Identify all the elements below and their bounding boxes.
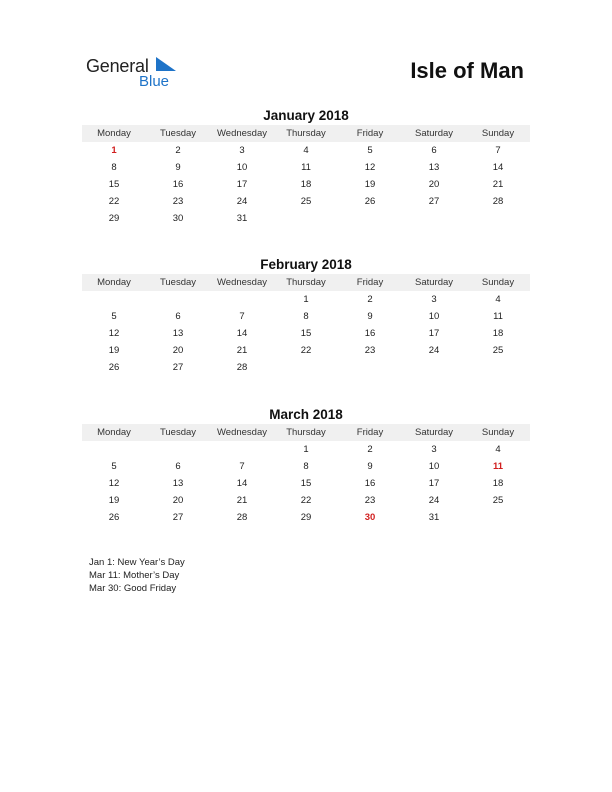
- day-cell: 25: [300, 196, 312, 207]
- day-cell: 31: [236, 213, 248, 224]
- logo-text-blue: Blue: [139, 73, 170, 90]
- day-cell: 10: [428, 311, 440, 322]
- day-cell: 19: [364, 179, 376, 190]
- weekday-label: Thursday: [286, 277, 326, 288]
- day-cell: 13: [172, 328, 184, 339]
- day-cell: 3: [431, 444, 437, 455]
- empty-day-cell: [466, 359, 530, 376]
- day-cell: 28: [492, 196, 504, 207]
- weekday-label: Tuesday: [159, 277, 197, 288]
- day-cell: 10: [428, 461, 440, 472]
- weekday-label: Tuesday: [159, 427, 197, 438]
- weekday-label: Wednesday: [217, 427, 267, 438]
- week-rows: [82, 142, 530, 227]
- day-cell: 15: [300, 478, 312, 489]
- month-title: February 2018: [260, 257, 352, 272]
- day-cell: 23: [172, 196, 184, 207]
- week-row: [82, 441, 530, 458]
- day-cell: 27: [172, 362, 184, 373]
- empty-day-cell: [82, 291, 146, 308]
- weekday-label: Friday: [356, 277, 384, 288]
- week-rows: [82, 291, 530, 376]
- day-cell: 15: [300, 328, 312, 339]
- day-cell: 16: [364, 478, 376, 489]
- logo-text-general: General: [86, 56, 149, 76]
- weekday-label: Thursday: [286, 427, 326, 438]
- weekday-label: Saturday: [414, 277, 454, 288]
- empty-day-cell: [146, 441, 210, 458]
- day-cell: 3: [431, 294, 437, 305]
- day-cell: 19: [108, 345, 120, 356]
- empty-day-cell: [274, 359, 338, 376]
- month-calendar-january: [82, 107, 530, 227]
- day-cell: 4: [303, 145, 309, 156]
- day-cell: 19: [108, 495, 120, 506]
- day-cell: 5: [111, 461, 117, 472]
- weekday-label: Saturday: [414, 128, 454, 139]
- empty-day-cell: [146, 291, 210, 308]
- day-cell: 3: [239, 145, 245, 156]
- day-cell: 17: [428, 478, 440, 489]
- week-row: [82, 458, 530, 475]
- country-title: Isle of Man: [410, 58, 524, 83]
- empty-day-cell: [402, 210, 466, 227]
- day-cell: 14: [236, 478, 248, 489]
- empty-day-cell: [82, 441, 146, 458]
- day-cell: 30: [364, 512, 376, 523]
- day-cell: 21: [236, 345, 248, 356]
- day-cell: 11: [301, 162, 311, 173]
- day-cell: 6: [175, 311, 181, 322]
- week-row: [82, 475, 530, 492]
- day-cell: 22: [300, 345, 312, 356]
- day-cell: 26: [364, 196, 376, 207]
- weekday-header: [82, 274, 530, 291]
- day-cell: 12: [108, 478, 120, 489]
- day-cell: 9: [175, 162, 181, 173]
- day-cell: 4: [495, 294, 501, 305]
- day-cell: 17: [428, 328, 440, 339]
- week-row: [82, 308, 530, 325]
- empty-day-cell: [338, 359, 402, 376]
- day-cell: 18: [492, 328, 504, 339]
- day-cell: 23: [364, 345, 376, 356]
- weekday-label: Sunday: [481, 277, 515, 288]
- day-cell: 20: [172, 345, 184, 356]
- day-cell: 10: [236, 162, 248, 173]
- day-cell: 11: [493, 311, 503, 322]
- day-cell: 31: [428, 512, 440, 523]
- day-cell: 20: [428, 179, 440, 190]
- day-cell: 29: [300, 512, 312, 523]
- day-cell: 8: [303, 461, 309, 472]
- month-title: March 2018: [269, 407, 343, 422]
- week-row: [82, 176, 530, 193]
- week-row: [82, 492, 530, 509]
- day-cell: 15: [108, 179, 120, 190]
- day-cell: 7: [239, 311, 245, 322]
- month-title: January 2018: [263, 108, 349, 123]
- day-cell: 25: [492, 345, 504, 356]
- empty-day-cell: [274, 210, 338, 227]
- day-cell: 22: [108, 196, 120, 207]
- brand-logo: [86, 56, 186, 92]
- weekday-label: Monday: [97, 277, 131, 288]
- day-cell: 24: [428, 345, 440, 356]
- day-cell: 23: [364, 495, 376, 506]
- day-cell: 29: [108, 213, 120, 224]
- day-cell: 6: [431, 145, 437, 156]
- week-row: [82, 325, 530, 342]
- day-cell: 6: [175, 461, 181, 472]
- day-cell: 9: [367, 461, 373, 472]
- month-calendar-february: [82, 256, 530, 376]
- empty-day-cell: [466, 210, 530, 227]
- day-cell: 30: [172, 213, 184, 224]
- day-cell: 24: [236, 196, 248, 207]
- day-cell: 5: [367, 145, 373, 156]
- day-cell: 18: [300, 179, 312, 190]
- day-cell: 25: [492, 495, 504, 506]
- day-cell: 2: [367, 444, 373, 455]
- week-row: [82, 291, 530, 308]
- day-cell: 7: [495, 145, 501, 156]
- day-cell: 16: [172, 179, 184, 190]
- day-cell: 28: [236, 512, 248, 523]
- day-cell: 8: [303, 311, 309, 322]
- day-cell: 27: [172, 512, 184, 523]
- weekday-label: Wednesday: [217, 277, 267, 288]
- empty-day-cell: [466, 509, 530, 526]
- triangle-flag-icon: [156, 57, 176, 73]
- week-row: [82, 359, 530, 376]
- day-cell: 26: [108, 512, 120, 523]
- day-cell: 14: [236, 328, 248, 339]
- day-cell: 11: [492, 461, 504, 472]
- day-cell: 14: [492, 162, 504, 173]
- week-row: [82, 342, 530, 359]
- holiday-note: Mar 30: Good Friday: [89, 583, 177, 594]
- day-cell: 8: [111, 162, 117, 173]
- weekday-label: Monday: [97, 128, 131, 139]
- week-row: [82, 193, 530, 210]
- day-cell: 17: [236, 179, 248, 190]
- week-rows: [82, 441, 530, 526]
- day-cell: 5: [111, 311, 117, 322]
- day-cell: 12: [108, 328, 120, 339]
- day-cell: 21: [236, 495, 248, 506]
- day-cell: 20: [172, 495, 184, 506]
- week-row: [82, 159, 530, 176]
- holiday-notes: [89, 556, 185, 595]
- day-cell: 2: [175, 145, 181, 156]
- week-row: [82, 210, 530, 227]
- weekday-label: Thursday: [286, 128, 326, 139]
- day-cell: 1: [111, 145, 117, 156]
- week-row: [82, 142, 530, 159]
- weekday-header: [82, 125, 530, 142]
- day-cell: 4: [495, 444, 501, 455]
- empty-day-cell: [210, 441, 274, 458]
- weekday-label: Tuesday: [159, 128, 197, 139]
- weekday-label: Saturday: [414, 427, 454, 438]
- weekday-label: Sunday: [481, 128, 515, 139]
- weekday-label: Sunday: [481, 427, 515, 438]
- weekday-label: Wednesday: [217, 128, 267, 139]
- weekday-header: [82, 424, 530, 441]
- holiday-note: Mar 11: Mother’s Day: [89, 570, 180, 581]
- day-cell: 26: [108, 362, 120, 373]
- day-cell: 1: [303, 294, 309, 305]
- day-cell: 12: [364, 162, 376, 173]
- empty-day-cell: [402, 359, 466, 376]
- day-cell: 22: [300, 495, 312, 506]
- weekday-label: Monday: [97, 427, 131, 438]
- weekday-label: Friday: [356, 427, 384, 438]
- day-cell: 9: [367, 311, 373, 322]
- day-cell: 7: [239, 461, 245, 472]
- empty-day-cell: [210, 291, 274, 308]
- day-cell: 24: [428, 495, 440, 506]
- day-cell: 2: [367, 294, 373, 305]
- month-calendar-march: [82, 406, 530, 526]
- day-cell: 28: [236, 362, 248, 373]
- day-cell: 1: [303, 444, 309, 455]
- day-cell: 21: [492, 179, 504, 190]
- weekday-label: Friday: [356, 128, 384, 139]
- empty-day-cell: [338, 210, 402, 227]
- day-cell: 13: [428, 162, 440, 173]
- day-cell: 16: [364, 328, 376, 339]
- week-row: [82, 509, 530, 526]
- holiday-note: Jan 1: New Year’s Day: [89, 557, 185, 568]
- day-cell: 27: [428, 196, 440, 207]
- day-cell: 13: [172, 478, 184, 489]
- day-cell: 18: [492, 478, 504, 489]
